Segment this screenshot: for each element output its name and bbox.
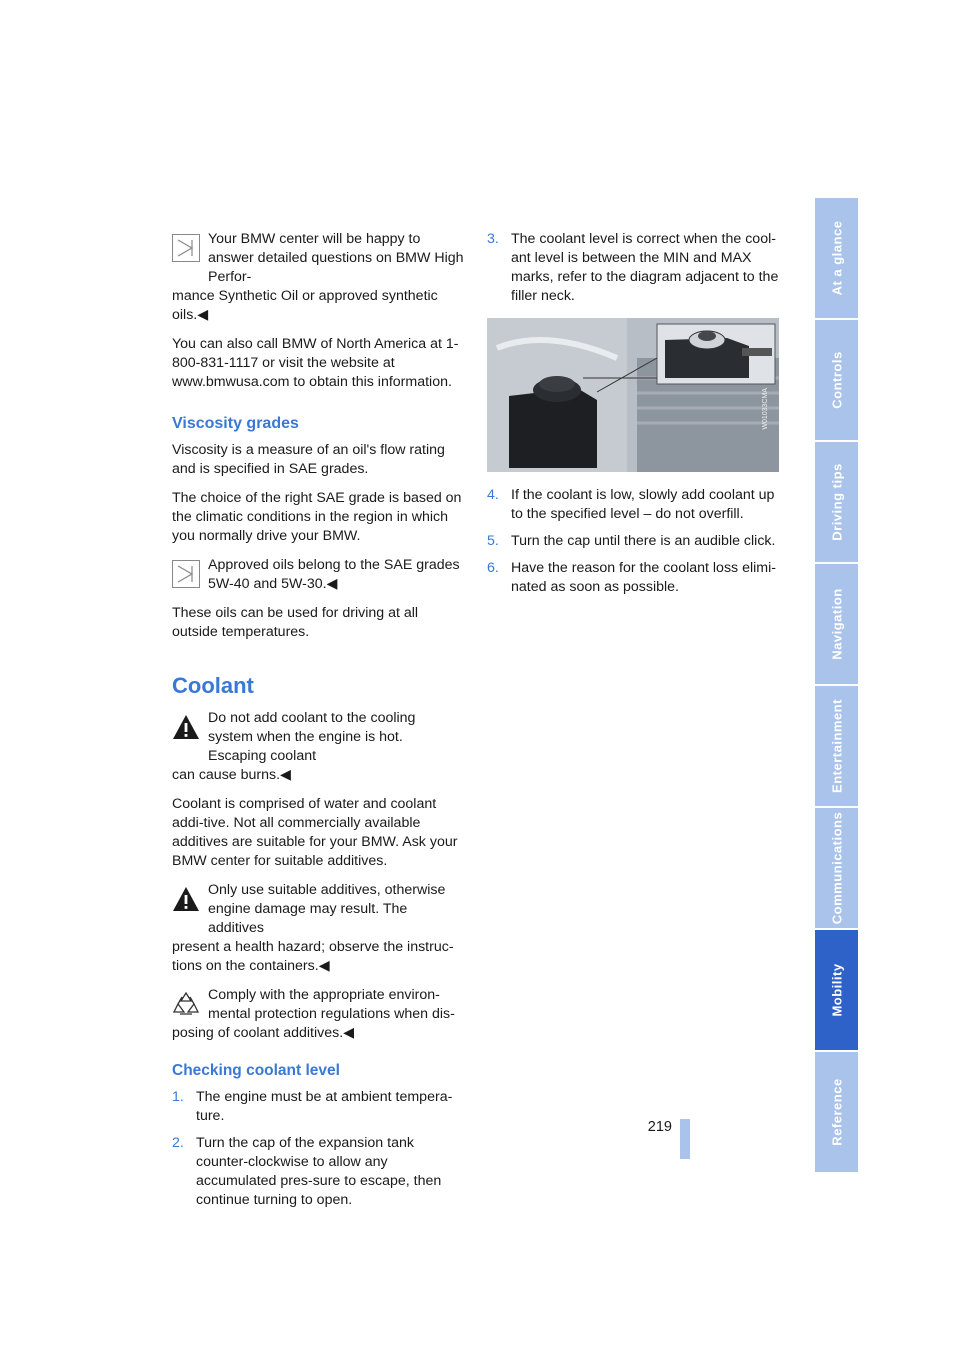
list-item xyxy=(487,532,779,551)
additives-warning xyxy=(172,881,464,976)
left-column xyxy=(172,230,464,1218)
warning-text-first: Do not add coolant to the cooling system when the engine is hot. Escaping coolant xyxy=(208,710,416,764)
list-item xyxy=(172,1134,464,1210)
viscosity-paragraph-3: These oils can be used for driving at all outside temperatures. xyxy=(172,605,419,640)
contact-paragraph: You can also call BMW of North America at 1-800-831-1117 or visit the website at www.bmwusa.com to obtain this information. xyxy=(172,336,459,390)
viscosity-paragraph-2: The choice of the right SAE grade is based on the climatic conditions in the region in which you normally drive your BMW. xyxy=(172,490,462,544)
tab-label: Navigation xyxy=(829,588,844,660)
tab-label: Communications xyxy=(829,811,844,925)
recycle-icon xyxy=(172,990,200,1018)
note-text-first: Your BMW center will be happy to answer detailed questions on BMW High Perfor- xyxy=(208,231,464,285)
tab-label: At a glance xyxy=(829,220,844,296)
tab-label: Reference xyxy=(829,1078,844,1146)
tab-at-a-glance[interactable] xyxy=(815,198,858,318)
warning-text-first: Only use suitable additives, otherwise engine damage may result. The additives xyxy=(208,882,446,936)
engine-bay-illustration xyxy=(487,318,779,472)
note-text-rest: posing of coolant additives.◀ xyxy=(172,1025,355,1041)
tab-label: Driving tips xyxy=(829,463,844,541)
coolant-paragraph: Coolant is comprised of water and coolant addi-tive. Not all commercially available additives are suitable for your BMW. Ask your BMW center for suitable additives. xyxy=(172,796,458,869)
note-text-first: Comply with the appropriate environ-mental protection regulations when dis- xyxy=(208,987,455,1022)
warning-text-rest: can cause burns.◀ xyxy=(172,767,291,783)
warning-triangle-icon xyxy=(172,713,200,741)
tab-driving-tips[interactable] xyxy=(815,442,858,562)
arrow-note-icon xyxy=(172,560,200,588)
list-item xyxy=(487,559,779,597)
coolant-heading: Coolant xyxy=(172,673,254,698)
list-item xyxy=(487,486,779,524)
steps-list-after-photo xyxy=(487,486,779,597)
step-text: The engine must be at ambient tempera-ture. xyxy=(196,1089,453,1124)
tab-reference[interactable] xyxy=(815,1052,858,1172)
step-number: 2. xyxy=(172,1135,184,1151)
list-item xyxy=(487,230,779,306)
tab-label: Controls xyxy=(829,351,844,409)
note-text: Approved oils belong to the SAE grades 5W-40 and 5W-30.◀ xyxy=(208,557,460,592)
photo-code: W01033CMA xyxy=(762,388,769,430)
step-text: If the coolant is low, slowly add coolant up to the specified level – do not overfill. xyxy=(511,487,775,522)
step-text: Turn the cap until there is an audible click. xyxy=(511,533,776,549)
steps-list-continued xyxy=(487,230,779,306)
viscosity-paragraph-1: Viscosity is a measure of an oil's flow rating and is specified in SAE grades. xyxy=(172,442,445,477)
step-number: 1. xyxy=(172,1089,184,1105)
step-number: 3. xyxy=(487,231,499,247)
warning-text-rest: present a health hazard; observe the instruc-tions on the containers.◀ xyxy=(172,939,454,974)
sae-note xyxy=(172,556,464,594)
check-steps-list xyxy=(172,1088,464,1210)
step-number: 5. xyxy=(487,533,499,549)
step-text: Turn the cap of the expansion tank counter-clockwise to allow any accumulated pres-sure to escape, then continue turning to open. xyxy=(196,1135,442,1208)
step-text: Have the reason for the coolant loss elimi-nated as soon as possible. xyxy=(511,560,776,595)
page-marker-bar xyxy=(680,1119,690,1159)
section-tabs xyxy=(815,198,858,1174)
warning-triangle-icon xyxy=(172,885,200,913)
note-text-rest: mance Synthetic Oil or approved synthetic oils.◀ xyxy=(172,288,438,323)
checking-coolant-heading: Checking coolant level xyxy=(172,1062,340,1079)
tab-label: Entertainment xyxy=(829,699,844,793)
tab-label: Mobility xyxy=(829,963,844,1017)
environment-note xyxy=(172,986,464,1043)
hot-engine-warning xyxy=(172,709,464,785)
bmw-center-note xyxy=(172,230,464,325)
tab-controls[interactable] xyxy=(815,320,858,440)
viscosity-heading: Viscosity grades xyxy=(172,415,299,432)
list-item xyxy=(172,1088,464,1126)
tab-communications[interactable] xyxy=(815,808,858,928)
tab-mobility[interactable] xyxy=(815,930,858,1050)
step-text: The coolant level is correct when the cool-ant level is between the MIN and MAX marks, refer to the diagram adjacent to the filler neck. xyxy=(511,231,779,304)
step-number: 6. xyxy=(487,560,499,576)
tab-navigation[interactable] xyxy=(815,564,858,684)
step-number: 4. xyxy=(487,487,499,503)
arrow-note-icon xyxy=(172,234,200,262)
right-column xyxy=(487,230,779,605)
tab-entertainment[interactable] xyxy=(815,686,858,806)
coolant-tank-photo xyxy=(487,318,779,472)
page-number: 219 xyxy=(647,1119,672,1135)
